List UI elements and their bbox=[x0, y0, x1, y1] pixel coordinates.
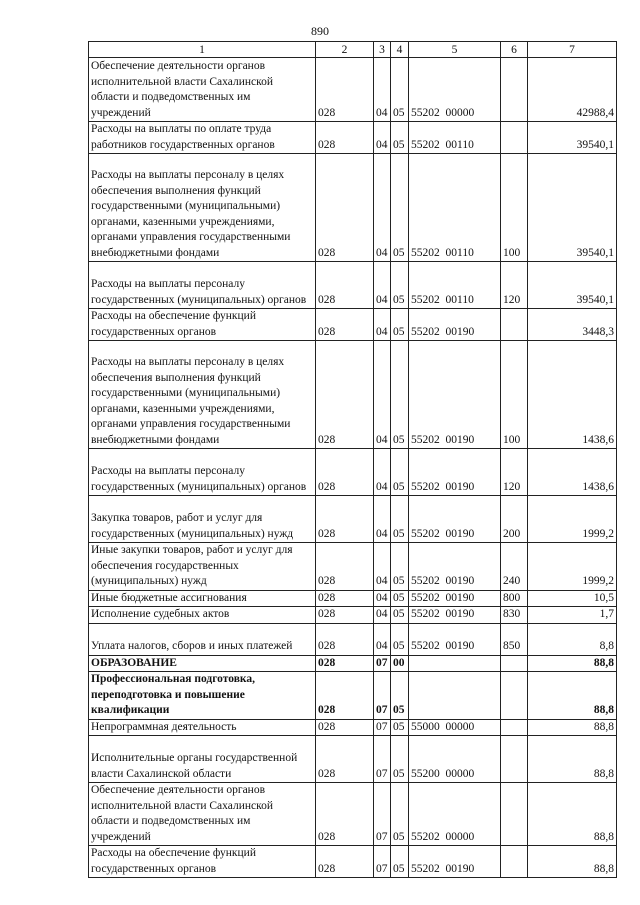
row-sum-cell: 3448,3 bbox=[528, 309, 617, 341]
row-pr-cell: 05 bbox=[391, 623, 409, 655]
row-gr-cell: 028 bbox=[316, 309, 374, 341]
row-name-cell: Исполнение судебных актов bbox=[89, 607, 316, 624]
header-cell-name: 1 bbox=[89, 42, 316, 58]
row-rz-cell: 04 bbox=[374, 543, 391, 591]
row-gr-cell: 028 bbox=[316, 623, 374, 655]
table-row bbox=[89, 736, 617, 783]
row-vr-cell bbox=[501, 719, 528, 736]
table-row bbox=[89, 122, 617, 154]
row-rz-cell: 04 bbox=[374, 449, 391, 496]
table-row bbox=[89, 309, 617, 341]
row-gr-cell: 028 bbox=[316, 341, 374, 449]
row-csr-cell: 55202 00000 bbox=[409, 783, 501, 846]
header-cell-csr: 5 bbox=[409, 42, 501, 58]
row-gr-cell: 028 bbox=[316, 672, 374, 720]
row-name-cell: Уплата налогов, сборов и иных платежей bbox=[89, 623, 316, 655]
row-rz-cell: 04 bbox=[374, 262, 391, 309]
row-name-cell: Расходы на выплаты персоналу государственных (муниципальных) органов bbox=[89, 449, 316, 496]
header-cell-sum: 7 bbox=[528, 42, 617, 58]
header-cell-gr: 2 bbox=[316, 42, 374, 58]
row-vr-cell: 240 bbox=[501, 543, 528, 591]
row-sum-cell: 88,8 bbox=[528, 719, 617, 736]
row-vr-cell: 120 bbox=[501, 449, 528, 496]
row-pr-cell: 05 bbox=[391, 154, 409, 262]
row-csr-cell: 55202 00190 bbox=[409, 543, 501, 591]
row-vr-cell bbox=[501, 655, 528, 672]
row-pr-cell: 05 bbox=[391, 58, 409, 122]
row-sum-cell: 10,5 bbox=[528, 590, 617, 607]
row-name-cell: Расходы на выплаты персоналу в целях обеспечения выполнения функций государственными (муниципальными) органами, казенными учреждениями, органами управления государственными внебюджетными фондами bbox=[89, 341, 316, 449]
row-rz-cell: 04 bbox=[374, 341, 391, 449]
row-csr-cell: 55202 00110 bbox=[409, 122, 501, 154]
row-rz-cell: 07 bbox=[374, 719, 391, 736]
row-sum-cell: 8,8 bbox=[528, 623, 617, 655]
row-rz-cell: 04 bbox=[374, 154, 391, 262]
table-row bbox=[89, 449, 617, 496]
row-gr-cell: 028 bbox=[316, 122, 374, 154]
row-pr-cell: 05 bbox=[391, 341, 409, 449]
row-sum-cell: 1,7 bbox=[528, 607, 617, 624]
row-name-cell: Расходы на выплаты по оплате труда работников государственных органов bbox=[89, 122, 316, 154]
row-rz-cell: 04 bbox=[374, 496, 391, 543]
table-row bbox=[89, 719, 617, 736]
row-rz-cell: 04 bbox=[374, 122, 391, 154]
row-sum-cell: 1999,2 bbox=[528, 543, 617, 591]
row-vr-cell: 200 bbox=[501, 496, 528, 543]
row-sum-cell: 1438,6 bbox=[528, 341, 617, 449]
row-csr-cell: 55200 00000 bbox=[409, 736, 501, 783]
row-csr-cell: 55202 00190 bbox=[409, 607, 501, 624]
header-cell-rz: 3 bbox=[374, 42, 391, 58]
row-name-cell: Иные бюджетные ассигнования bbox=[89, 590, 316, 607]
row-name-cell: Расходы на обеспечение функций государственных органов bbox=[89, 309, 316, 341]
row-gr-cell: 028 bbox=[316, 543, 374, 591]
row-rz-cell: 04 bbox=[374, 607, 391, 624]
row-gr-cell: 028 bbox=[316, 496, 374, 543]
row-name-cell: Обеспечение деятельности органов исполнительной власти Сахалинской области и подведомственных им учреждений bbox=[89, 783, 316, 846]
row-gr-cell: 028 bbox=[316, 736, 374, 783]
row-pr-cell: 05 bbox=[391, 736, 409, 783]
row-vr-cell: 800 bbox=[501, 590, 528, 607]
row-csr-cell: 55202 00000 bbox=[409, 58, 501, 122]
row-gr-cell: 028 bbox=[316, 154, 374, 262]
table-row bbox=[89, 262, 617, 309]
header-cell-pr: 4 bbox=[391, 42, 409, 58]
row-pr-cell: 05 bbox=[391, 719, 409, 736]
row-rz-cell: 07 bbox=[374, 846, 391, 878]
table-row bbox=[89, 590, 617, 607]
row-name-cell: Расходы на обеспечение функций государственных органов bbox=[89, 846, 316, 878]
row-vr-cell: 120 bbox=[501, 262, 528, 309]
row-vr-cell: 100 bbox=[501, 341, 528, 449]
row-sum-cell: 39540,1 bbox=[528, 154, 617, 262]
row-gr-cell: 028 bbox=[316, 846, 374, 878]
row-sum-cell: 42988,4 bbox=[528, 58, 617, 122]
row-pr-cell: 05 bbox=[391, 449, 409, 496]
row-csr-cell: 55000 00000 bbox=[409, 719, 501, 736]
row-sum-cell: 39540,1 bbox=[528, 262, 617, 309]
table-row bbox=[89, 543, 617, 591]
row-csr-cell: 55202 00110 bbox=[409, 154, 501, 262]
row-csr-cell bbox=[409, 655, 501, 672]
row-vr-cell bbox=[501, 58, 528, 122]
table-row bbox=[89, 58, 617, 122]
row-pr-cell: 05 bbox=[391, 590, 409, 607]
table-row bbox=[89, 154, 617, 262]
row-sum-cell: 88,8 bbox=[528, 846, 617, 878]
row-name-cell: Непрограммная деятельность bbox=[89, 719, 316, 736]
row-pr-cell: 05 bbox=[391, 607, 409, 624]
row-name-cell: Обеспечение деятельности органов исполнительной власти Сахалинской области и подведомственных им учреждений bbox=[89, 58, 316, 122]
row-name-cell: Профессиональная подготовка, переподготовка и повышение квалификации bbox=[89, 672, 316, 720]
row-name-cell: Исполнительные органы государственной власти Сахалинской области bbox=[89, 736, 316, 783]
row-gr-cell: 028 bbox=[316, 655, 374, 672]
row-pr-cell: 05 bbox=[391, 496, 409, 543]
table-row bbox=[89, 607, 617, 624]
row-gr-cell: 028 bbox=[316, 58, 374, 122]
row-csr-cell: 55202 00190 bbox=[409, 449, 501, 496]
row-csr-cell: 55202 00190 bbox=[409, 496, 501, 543]
row-pr-cell: 05 bbox=[391, 783, 409, 846]
row-pr-cell: 05 bbox=[391, 672, 409, 720]
row-vr-cell bbox=[501, 309, 528, 341]
row-rz-cell: 04 bbox=[374, 58, 391, 122]
row-name-cell: Расходы на выплаты персоналу государственных (муниципальных) органов bbox=[89, 262, 316, 309]
row-pr-cell: 05 bbox=[391, 846, 409, 878]
row-gr-cell: 028 bbox=[316, 783, 374, 846]
row-rz-cell: 07 bbox=[374, 672, 391, 720]
row-sum-cell: 39540,1 bbox=[528, 122, 617, 154]
row-rz-cell: 07 bbox=[374, 736, 391, 783]
row-csr-cell: 55202 00190 bbox=[409, 846, 501, 878]
row-rz-cell: 07 bbox=[374, 655, 391, 672]
row-vr-cell bbox=[501, 122, 528, 154]
row-gr-cell: 028 bbox=[316, 719, 374, 736]
row-vr-cell: 850 bbox=[501, 623, 528, 655]
header-cell-vr: 6 bbox=[501, 42, 528, 58]
row-vr-cell bbox=[501, 736, 528, 783]
row-csr-cell: 55202 00190 bbox=[409, 309, 501, 341]
row-vr-cell bbox=[501, 672, 528, 720]
row-name-cell: Закупка товаров, работ и услуг для государственных (муниципальных) нужд bbox=[89, 496, 316, 543]
row-gr-cell: 028 bbox=[316, 590, 374, 607]
row-csr-cell: 55202 00190 bbox=[409, 341, 501, 449]
row-vr-cell bbox=[501, 783, 528, 846]
row-vr-cell: 830 bbox=[501, 607, 528, 624]
row-rz-cell: 07 bbox=[374, 783, 391, 846]
row-rz-cell: 04 bbox=[374, 590, 391, 607]
row-pr-cell: 05 bbox=[391, 122, 409, 154]
row-pr-cell: 05 bbox=[391, 262, 409, 309]
table-row bbox=[89, 341, 617, 449]
row-rz-cell: 04 bbox=[374, 623, 391, 655]
row-sum-cell: 1438,6 bbox=[528, 449, 617, 496]
row-sum-cell: 88,8 bbox=[528, 736, 617, 783]
table-row bbox=[89, 623, 617, 655]
table-row bbox=[89, 672, 617, 720]
header-row bbox=[89, 42, 617, 58]
table-row bbox=[89, 783, 617, 846]
row-csr-cell: 55202 00190 bbox=[409, 590, 501, 607]
row-gr-cell: 028 bbox=[316, 607, 374, 624]
row-sum-cell: 88,8 bbox=[528, 672, 617, 720]
table-row bbox=[89, 496, 617, 543]
row-csr-cell: 55202 00110 bbox=[409, 262, 501, 309]
row-pr-cell: 05 bbox=[391, 309, 409, 341]
row-rz-cell: 04 bbox=[374, 309, 391, 341]
row-csr-cell bbox=[409, 672, 501, 720]
row-csr-cell: 55202 00190 bbox=[409, 623, 501, 655]
row-pr-cell: 05 bbox=[391, 543, 409, 591]
page-number: 890 bbox=[311, 24, 329, 38]
row-vr-cell: 100 bbox=[501, 154, 528, 262]
row-gr-cell: 028 bbox=[316, 262, 374, 309]
row-name-cell: Расходы на выплаты персоналу в целях обеспечения выполнения функций государственными (муниципальными) органами, казенными учреждениями, органами управления государственными внебюджетными фондами bbox=[89, 154, 316, 262]
row-sum-cell: 88,8 bbox=[528, 783, 617, 846]
row-gr-cell: 028 bbox=[316, 449, 374, 496]
table-row bbox=[89, 846, 617, 878]
table-row bbox=[89, 655, 617, 672]
row-pr-cell: 00 bbox=[391, 655, 409, 672]
row-sum-cell: 88,8 bbox=[528, 655, 617, 672]
row-name-cell: ОБРАЗОВАНИЕ bbox=[89, 655, 316, 672]
row-name-cell: Иные закупки товаров, работ и услуг для обеспечения государственных (муниципальных) нужд bbox=[89, 543, 316, 591]
row-vr-cell bbox=[501, 846, 528, 878]
budget-table bbox=[88, 41, 617, 878]
row-sum-cell: 1999,2 bbox=[528, 496, 617, 543]
